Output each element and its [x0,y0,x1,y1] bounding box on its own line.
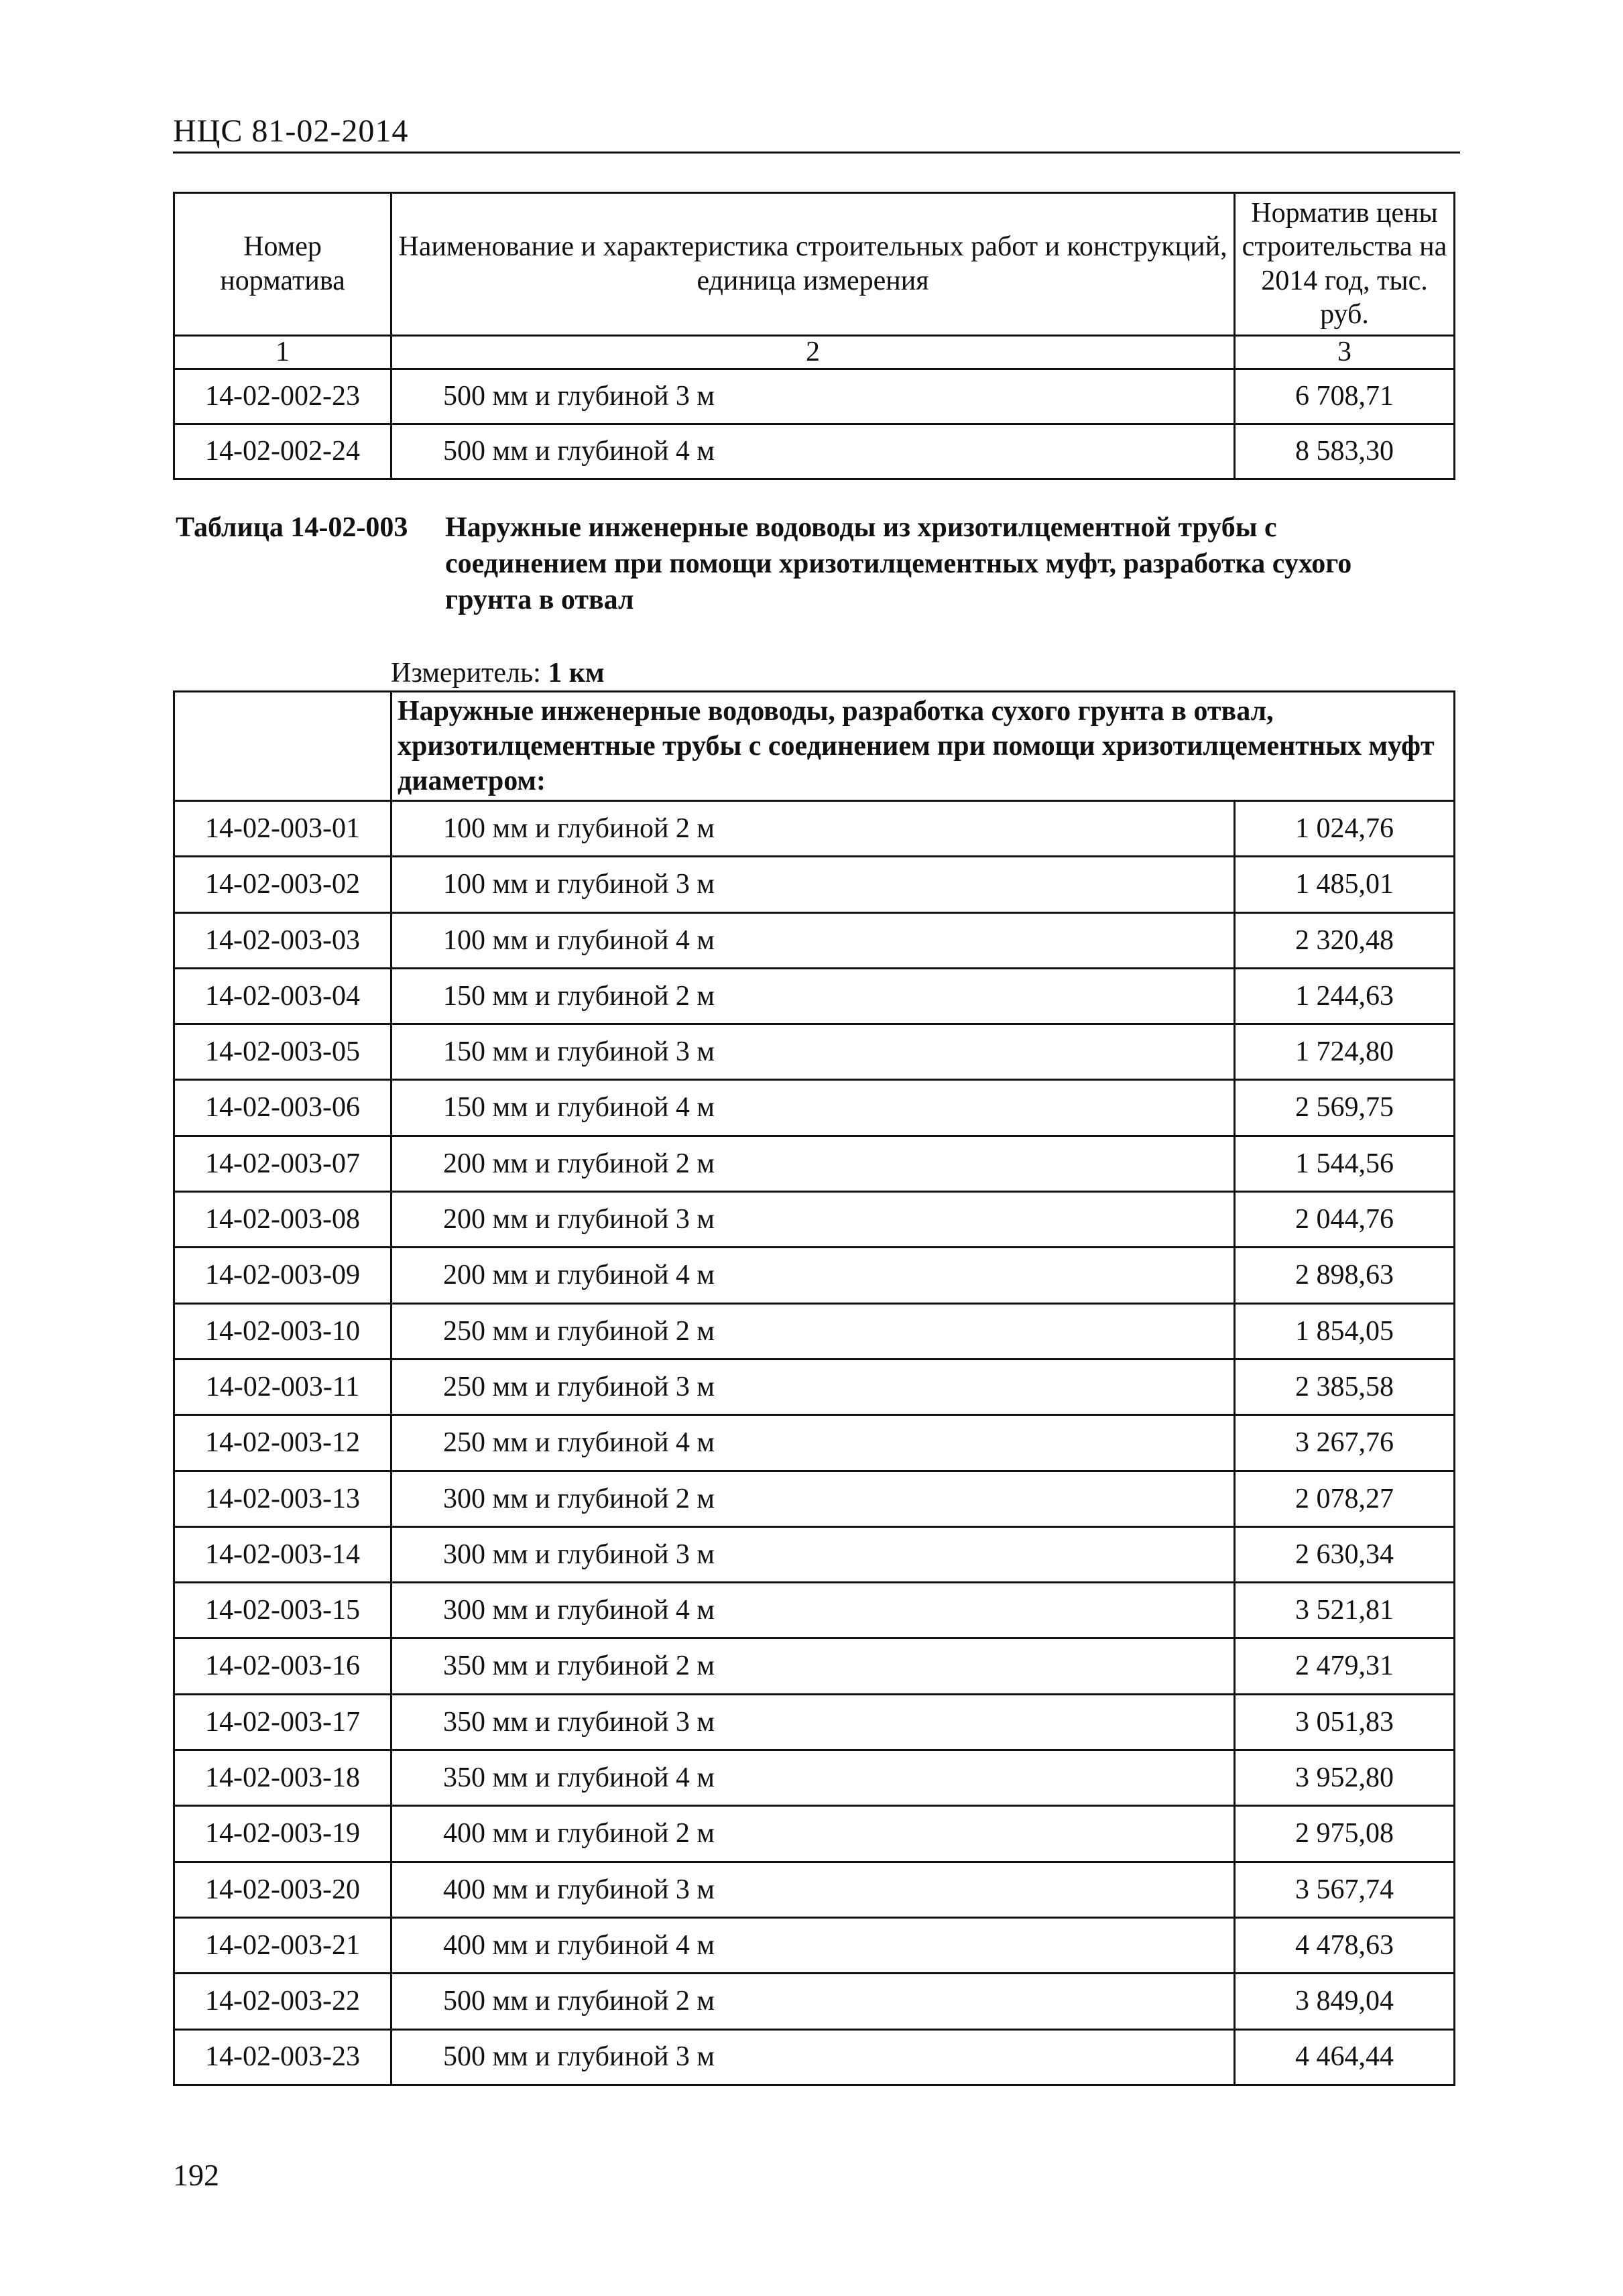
norm-code: 14-02-003-22 [174,1974,392,2029]
header-divider [173,152,1460,154]
table-row [174,1192,1455,1248]
norm-description: 350 мм и глубиной 4 м [392,1750,1235,1806]
norm-code: 14-02-003-11 [174,1359,392,1414]
column-header-code: Номер норматива [174,193,392,336]
table-row [174,1136,1455,1191]
norm-description: 150 мм и глубиной 3 м [392,1024,1235,1080]
norm-code: 14-02-002-23 [174,369,392,424]
table-row [174,1526,1455,1582]
norm-price: 2 569,75 [1235,1080,1455,1136]
table-row [174,912,1455,968]
column-number-2: 2 [392,335,1235,369]
measure-label: Измеритель: [391,658,541,688]
column-number-row [174,335,1455,369]
table-row [174,1806,1455,1862]
norm-price: 2 320,48 [1235,912,1455,968]
norm-code: 14-02-003-09 [174,1248,392,1303]
table-row [174,1471,1455,1526]
column-number-3: 3 [1235,335,1455,369]
table-row [174,1024,1455,1080]
norm-code: 14-02-003-23 [174,2029,392,2085]
price-table-continued [173,192,1455,480]
norm-description: 400 мм и глубиной 3 м [392,1862,1235,1917]
table-row [174,1248,1455,1303]
norm-description: 300 мм и глубиной 2 м [392,1471,1235,1526]
price-table-14-02-003 [173,690,1455,2086]
table-row [174,424,1455,479]
norm-code: 14-02-003-21 [174,1917,392,1973]
norm-code: 14-02-003-04 [174,968,392,1024]
norm-price: 2 044,76 [1235,1192,1455,1248]
group-heading-code-cell [174,692,392,801]
table-row [174,1750,1455,1806]
measure-unit [391,657,605,689]
norm-price: 3 051,83 [1235,1694,1455,1750]
norm-description: 250 мм и глубиной 4 м [392,1415,1235,1471]
norm-price: 4 464,44 [1235,2029,1455,2085]
norm-price: 1 024,76 [1235,801,1455,857]
group-heading-row [174,692,1455,801]
norm-code: 14-02-003-13 [174,1471,392,1526]
norm-price: 6 708,71 [1235,369,1455,424]
table-header-row [174,193,1455,336]
page-number: 192 [173,2158,219,2192]
table-row [174,1303,1455,1359]
norm-description: 500 мм и глубиной 4 м [392,424,1235,479]
norm-description: 300 мм и глубиной 3 м [392,1526,1235,1582]
norm-code: 14-02-003-02 [174,857,392,912]
norm-code: 14-02-003-07 [174,1136,392,1191]
norm-price: 3 567,74 [1235,1862,1455,1917]
table-row [174,1638,1455,1694]
column-header-price: Норматив цены строительства на 2014 год, тыс. руб. [1235,193,1455,336]
table-row [174,1359,1455,1414]
norm-code: 14-02-003-12 [174,1415,392,1471]
norm-description: 500 мм и глубиной 3 м [392,2029,1235,2085]
table-row [174,1583,1455,1638]
norm-price: 2 630,34 [1235,1526,1455,1582]
norm-description: 500 мм и глубиной 2 м [392,1974,1235,2029]
norm-description: 500 мм и глубиной 3 м [392,369,1235,424]
norm-price: 2 975,08 [1235,1806,1455,1862]
norm-price: 3 521,81 [1235,1583,1455,1638]
norm-description: 100 мм и глубиной 3 м [392,857,1235,912]
table-row [174,1974,1455,2029]
norm-description: 400 мм и глубиной 4 м [392,1917,1235,1973]
norm-description: 150 мм и глубиной 2 м [392,968,1235,1024]
norm-code: 14-02-003-18 [174,1750,392,1806]
norm-price: 8 583,30 [1235,424,1455,479]
table-row [174,801,1455,857]
table-row [174,968,1455,1024]
norm-code: 14-02-003-14 [174,1526,392,1582]
norm-code: 14-02-003-19 [174,1806,392,1862]
norm-description: 250 мм и глубиной 3 м [392,1359,1235,1414]
norm-price: 2 385,58 [1235,1359,1455,1414]
norm-description: 350 мм и глубиной 2 м [392,1638,1235,1694]
column-header-description: Наименование и характеристика строительных работ и конструкций, единица измерения [392,193,1235,336]
norm-description: 350 мм и глубиной 3 м [392,1694,1235,1750]
norm-code: 14-02-003-17 [174,1694,392,1750]
norm-price: 1 854,05 [1235,1303,1455,1359]
norm-code: 14-02-003-10 [174,1303,392,1359]
norm-price: 1 485,01 [1235,857,1455,912]
table-title-label: Таблица 14-02-003 [176,512,408,543]
table-title-text: Наружные инженерные водоводы из хризотилцементной трубы с соединением при помощи хризотилцементных муфт, разработка сухого грунта в отвал [445,512,1352,615]
norm-description: 150 мм и глубиной 4 м [392,1080,1235,1136]
norm-description: 100 мм и глубиной 2 м [392,801,1235,857]
norm-description: 300 мм и глубиной 4 м [392,1583,1235,1638]
norm-code: 14-02-003-05 [174,1024,392,1080]
table-row [174,1917,1455,1973]
table-row [174,1694,1455,1750]
norm-price: 3 849,04 [1235,1974,1455,2029]
norm-code: 14-02-003-06 [174,1080,392,1136]
norm-code: 14-02-003-20 [174,1862,392,1917]
norm-description: 250 мм и глубиной 2 м [392,1303,1235,1359]
norm-price: 3 952,80 [1235,1750,1455,1806]
table-row [174,2029,1455,2085]
norm-price: 1 724,80 [1235,1024,1455,1080]
norm-price: 2 898,63 [1235,1248,1455,1303]
norm-description: 200 мм и глубиной 3 м [392,1192,1235,1248]
norm-code: 14-02-003-16 [174,1638,392,1694]
measure-value: 1 км [548,658,605,688]
norm-description: 400 мм и глубиной 2 м [392,1806,1235,1862]
norm-description: 200 мм и глубиной 4 м [392,1248,1235,1303]
column-number-1: 1 [174,335,392,369]
norm-price: 4 478,63 [1235,1917,1455,1973]
norm-code: 14-02-003-08 [174,1192,392,1248]
norm-code: 14-02-003-15 [174,1583,392,1638]
norm-description: 200 мм и глубиной 2 м [392,1136,1235,1191]
norm-code: 14-02-002-24 [174,424,392,479]
table-row [174,369,1455,424]
table-row [174,857,1455,912]
norm-code: 14-02-003-03 [174,912,392,968]
norm-price: 1 544,56 [1235,1136,1455,1191]
norm-price: 1 244,63 [1235,968,1455,1024]
group-heading: Наружные инженерные водоводы, разработка сухого грунта в отвал, хризотилцементные трубы с соединением при помощи хризотилцементных муфт диаметром: [392,692,1455,801]
table-row [174,1862,1455,1917]
table-row [174,1080,1455,1136]
norm-price: 3 267,76 [1235,1415,1455,1471]
norm-description: 100 мм и глубиной 4 м [392,912,1235,968]
document-code: НЦС 81-02-2014 [173,113,409,149]
norm-code: 14-02-003-01 [174,801,392,857]
norm-price: 2 479,31 [1235,1638,1455,1694]
table-row [174,1415,1455,1471]
norm-price: 2 078,27 [1235,1471,1455,1526]
